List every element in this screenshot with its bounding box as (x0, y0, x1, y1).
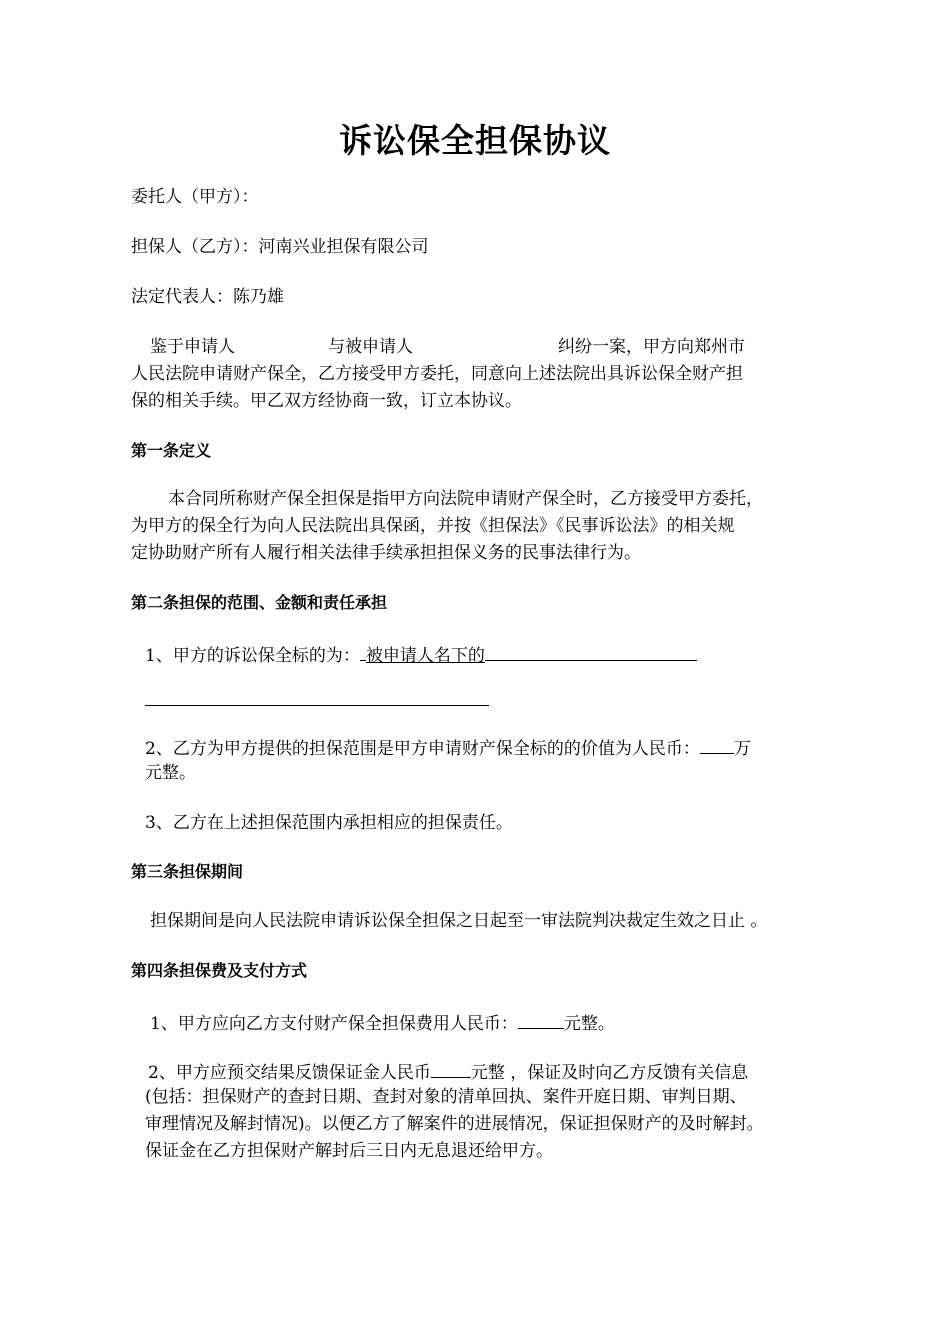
item-2-text: 2、甲方应预交结果反馈保证金人民币 (148, 1063, 431, 1083)
article-3-text: 担保期间是向人民法院申请诉讼保全担保之日起至一审法院判决裁定生效之日止 。 (150, 911, 768, 931)
item-2-rest: 元整 ，保证及时向乙方反馈有关信息 (470, 1063, 749, 1083)
article-4-item-2-line-4: 保证金在乙方担保财产解封后三日内无息退还给甲方。 (145, 1141, 553, 1161)
item-1-value: 被申请人名下的 (365, 646, 485, 666)
article-2-item-2 (145, 736, 751, 759)
article-3-heading: 第三条担保期间 (131, 862, 244, 881)
article-4-item-1 (150, 1011, 615, 1034)
intro-dispute: 纠纷一案，甲方向郑州市 (558, 337, 745, 357)
article-2-item-2-cont: 元整。 (145, 763, 196, 783)
amount-blank (518, 1011, 564, 1029)
article-1-line-2: 为甲方的保全行为向人民法院出具保函，并按《担保法》《民事诉讼法》的相关规 (131, 516, 735, 536)
fill-blank (485, 643, 697, 661)
item-2-text: 2、乙方为甲方提供的担保范围是甲方申请财产保全标的的价值为人民币： (145, 739, 700, 759)
fill-line (145, 705, 489, 706)
amount-blank (431, 1060, 471, 1078)
article-1-heading: 第一条定义 (131, 441, 212, 460)
intro-line-3: 保的相关手续。甲乙双方经协商一致，订立本协议。 (131, 391, 522, 411)
page-title: 诉讼保全担保协议 (339, 121, 611, 160)
intro-applicant: 鉴于申请人 (150, 337, 235, 357)
item-2-unit: 万 (733, 739, 751, 759)
intro-respondent: 与被申请人 (328, 337, 413, 357)
article-2-item-3: 3、乙方在上述担保范围内承担相应的担保责任。 (145, 813, 513, 833)
party-b-line: 担保人（乙方）：河南兴业担保有限公司 (131, 237, 429, 257)
party-a-line: 委托人（甲方）： (131, 187, 259, 207)
legal-rep-line: 法定代表人：陈乃雄 (131, 287, 284, 307)
article-1-line-1: 本合同所称财产保全担保是指甲方向法院申请财产保全时，乙方接受甲方委托， (168, 489, 763, 509)
item-1-unit: 元整。 (563, 1014, 615, 1034)
article-4-item-2 (148, 1060, 748, 1083)
item-1-label: 1、甲方的诉讼保全标的为： (145, 646, 360, 666)
item-1-text: 1、甲方应向乙方支付财产保全担保费用人民币： (150, 1014, 518, 1034)
article-1-line-3: 定协助财产所有人履行相关法律手续承担担保义务的民事法律行为。 (131, 543, 641, 563)
article-2-heading: 第二条担保的范围、金额和责任承担 (131, 593, 388, 612)
intro-line-2: 人民法院申请财产保全，乙方接受甲方委托，同意向上述法院出具诉讼保全财产担 (131, 364, 743, 384)
article-4-item-2-line-3: 审理情况及解封情况)。以便乙方了解案件的进展情况，保证担保财产的及时解封。 (145, 1114, 764, 1134)
article-4-item-2-line-2: (包括：担保财产的查封日期、查封对象的清单回执、案件开庭日期、审判日期、 (145, 1087, 747, 1107)
amount-blank (700, 736, 734, 754)
article-2-item-1 (145, 643, 697, 666)
article-4-heading: 第四条担保费及支付方式 (131, 961, 308, 980)
